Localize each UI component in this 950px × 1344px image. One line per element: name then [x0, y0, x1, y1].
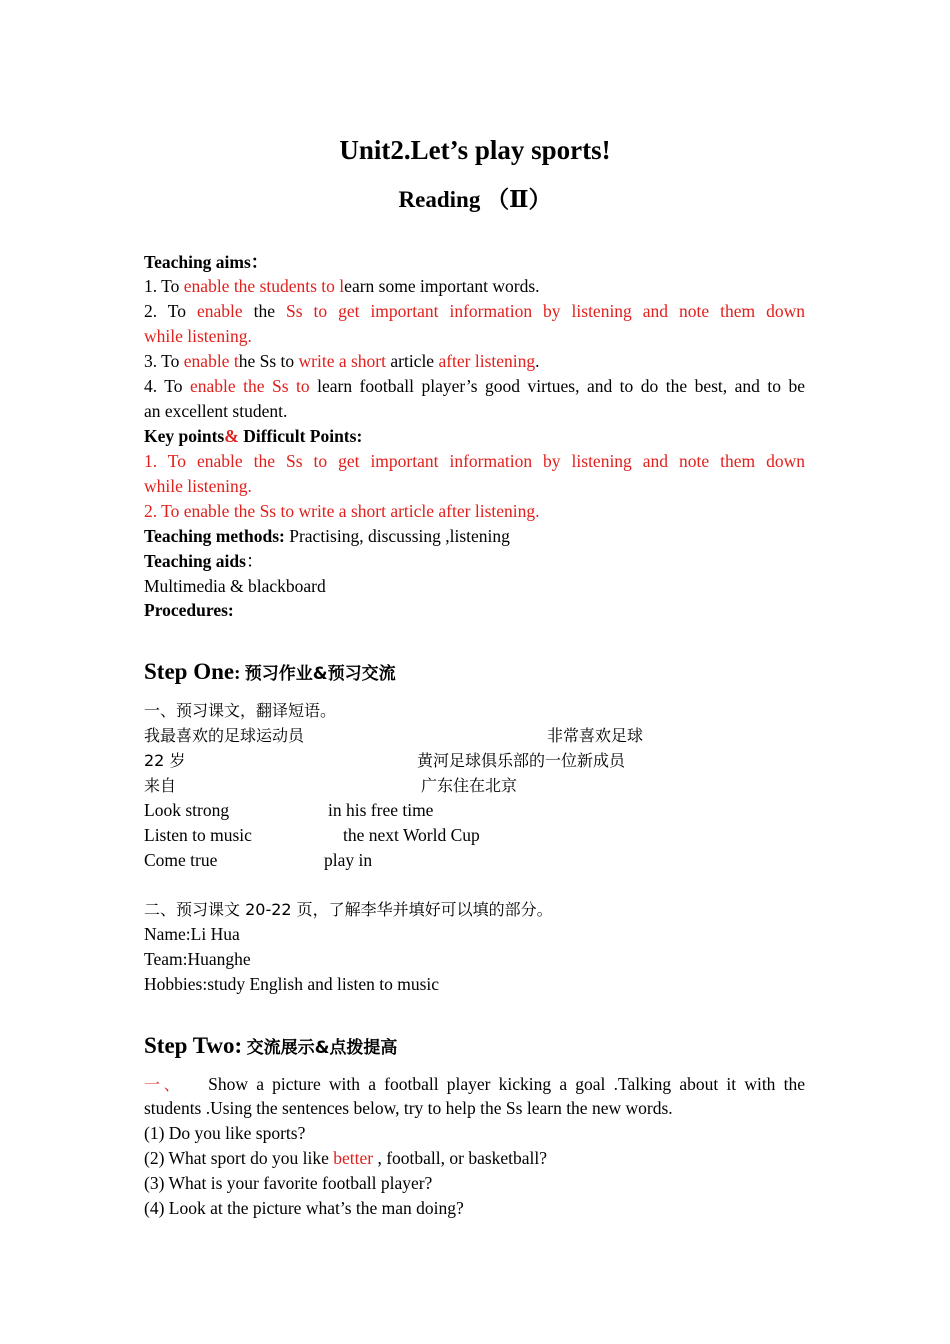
- question-3: (3) What is your favorite football player?: [144, 1173, 433, 1193]
- aim-1: 1. To enable the students to learn some important words.: [144, 276, 540, 296]
- step-one-task-1: 一、预习课文，翻译短语。: [144, 701, 337, 720]
- teaching-aids-heading: Teaching aids：: [144, 551, 264, 571]
- aim-4-line-2: an excellent student.: [144, 401, 288, 421]
- document-subtitle: Reading （Ⅱ）: [398, 187, 552, 212]
- procedures-heading: Procedures:: [144, 600, 234, 620]
- question-4: (4) Look at the picture what’s the man doing?: [144, 1198, 464, 1218]
- key-point-2: 2. To enable the Ss to write a short article after listening.: [144, 501, 540, 521]
- step-two-para-line-2: students .Using the sentences below, try to help the Ss learn the new words.: [144, 1098, 673, 1118]
- info-name: Name:Li Hua: [144, 924, 240, 944]
- aim-2-line-1: 2. To enable the Ss to get important information by listening and note them down: [144, 301, 805, 321]
- document-title: Unit2.Let’s play sports!: [339, 135, 611, 165]
- question-2: (2) What sport do you like better , football, or basketball?: [144, 1148, 548, 1168]
- question-1: (1) Do you like sports?: [144, 1123, 306, 1143]
- key-point-1-line-1: 1. To enable the Ss to get important information by listening and note them down: [144, 451, 805, 471]
- step-two-para-line-1: 一、 Show a picture with a football player kicking a goal .Talking about it with the: [144, 1074, 805, 1094]
- aim-2-line-2: while listening.: [144, 326, 252, 346]
- aim-4-line-1: 4. To enable the Ss to learn football player’s good virtues, and to do the best, and to be: [144, 376, 805, 396]
- key-points-heading: Key points& Difficult Points:: [144, 426, 363, 446]
- teaching-aids: Multimedia & blackboard: [144, 576, 326, 596]
- info-hobbies: Hobbies:study English and listen to music: [144, 974, 440, 994]
- info-team: Team:Huanghe: [144, 949, 251, 969]
- aims-heading: Teaching aims：: [144, 252, 269, 272]
- step-one-task-2: 二、预习课文 20-22 页，了解李华并填好可以填的部分。: [144, 900, 553, 919]
- aim-3: 3. To enable the Ss to write a short article after listening.: [144, 351, 540, 371]
- step-one-heading: Step One: 预习作业&预习交流: [144, 659, 396, 684]
- key-point-1-line-2: while listening.: [144, 476, 252, 496]
- teaching-methods: Teaching methods: Practising, discussing ,listening: [144, 526, 510, 546]
- step-two-heading: Step Two: 交流展示&点拨提高: [144, 1033, 398, 1058]
- document-page: Unit2.Let’s play sports! Reading （Ⅱ） Teaching aims： 1. To enable the students to learn some important words. 2. To enable the Ss to get important information by listening and note them down while listening. 3. To enable the Ss to write a short article after listening. 4. To enable the Ss to learn football player’s good virtues, and to do the best, and to be an excellent student. Key points& Difficult Points: 1. To enable the Ss to get important information by listening and note them down while listening. 2. To enable the Ss to write a short article after listening. Teaching methods: Practising, discussing ,listening Teaching aids： Multimedia & blackboard Procedures: Step One: 预习作业&预习交流 一、预习课文，翻译短语。 我最喜欢的足球运动员 非常喜欢足球 22 岁 黄河足球俱乐部的一位新成员 来自 广东住在北京 Look strong in his free time Listen to music the next World Cup Come true play in 二、预习课文 20-22 页，了解李华并填好可以填的部分。 Name:Li Hua Team:Huanghe Hobbies:study English and listen to music Step Two: 交流展示&点拨提高 一、 Show a picture with a football player kicking a goal .Talking about it with the students .Using the sentences below, try to help the Ss learn the new words. (1) Do you like sports? (2) What sport do you like better , football, or basketball? (3) What is your favorite football player? (4) Look at the picture what’s the man doing?: [0, 0, 950, 1344]
